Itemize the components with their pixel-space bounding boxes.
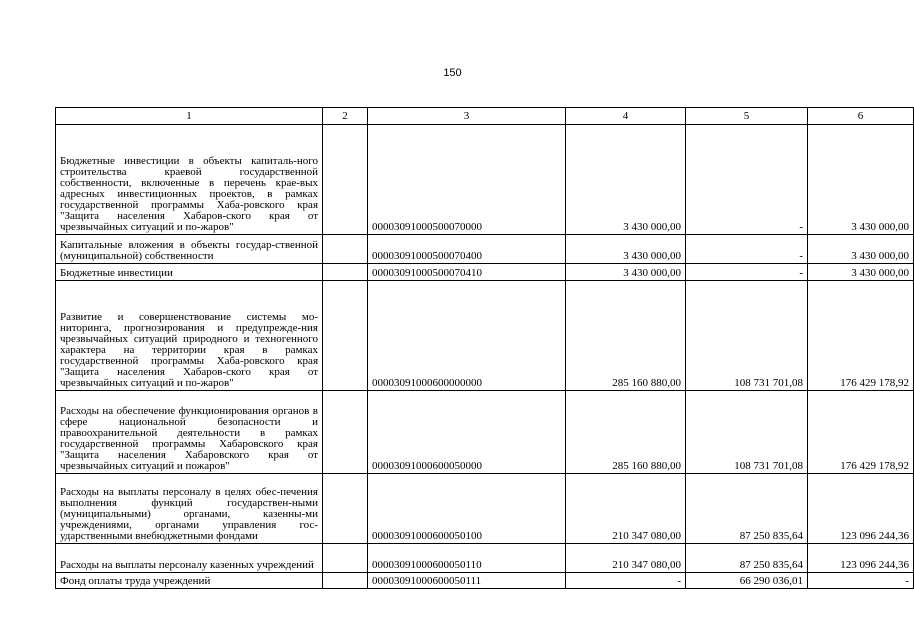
row-col2-cell: [323, 474, 368, 544]
row-code-cell: 00003091000600000000: [368, 281, 566, 391]
table-row: [56, 544, 914, 573]
row-col2-cell: [323, 573, 368, 589]
row-col2-cell: [323, 281, 368, 391]
row-code-cell: 00003091000600050110: [368, 544, 566, 573]
row-code-cell: 00003091000600050100: [368, 474, 566, 544]
page-number: 150: [443, 67, 462, 79]
row-col5-cell: 108 731 701,08: [686, 391, 808, 474]
column-header-6: 6: [808, 108, 914, 125]
row-col2-cell: [323, 125, 368, 235]
row-col5-cell: -: [686, 125, 808, 235]
row-col6-cell: -: [808, 573, 914, 589]
row-name-cell: Бюджетные инвестиции: [56, 264, 323, 281]
row-name-cell: Расходы на выплаты персоналу казенных учреждений: [56, 544, 323, 573]
row-code-cell: 00003091000500070410: [368, 264, 566, 281]
row-name-cell: Развитие и совершенствование системы мо-ниторинга, прогнозирования и предупрежде-ния чрезвычайных ситуаций природного и техногенного характера на территории края в рамках государственной программы Хаба-ровского края "Защита населения Хабаров-ского края от чрезвычайных ситуаций и по-жаров": [56, 281, 323, 391]
table-row: [56, 474, 914, 544]
row-name-cell: Расходы на обеспечение функционирования органов в сфере национальной безопасности и правоохранительной деятельности в рамках государственной программы Хабаровского края "Защита населения Хабаровского края от чрезвычайных ситуаций и пожаров": [56, 391, 323, 474]
row-col4-cell: 210 347 080,00: [566, 544, 686, 573]
row-col4-cell: 210 347 080,00: [566, 474, 686, 544]
row-code-cell: 00003091000600050111: [368, 573, 566, 589]
row-col4-cell: 285 160 880,00: [566, 391, 686, 474]
row-code-cell: 00003091000500070000: [368, 125, 566, 235]
row-col5-cell: 87 250 835,64: [686, 544, 808, 573]
column-header-1: 1: [56, 108, 323, 125]
row-col2-cell: [323, 391, 368, 474]
row-col5-cell: -: [686, 264, 808, 281]
row-name-cell: Капитальные вложения в объекты государ-ственной (муниципальной) собственности: [56, 235, 323, 264]
row-code-cell: 00003091000500070400: [368, 235, 566, 264]
row-col6-cell: 3 430 000,00: [808, 264, 914, 281]
row-col6-cell: 3 430 000,00: [808, 125, 914, 235]
row-col4-cell: -: [566, 573, 686, 589]
row-col5-cell: -: [686, 235, 808, 264]
table-row: [56, 573, 914, 589]
row-col5-cell: 87 250 835,64: [686, 474, 808, 544]
table-row: [56, 235, 914, 264]
row-col4-cell: 3 430 000,00: [566, 235, 686, 264]
row-name-cell: Расходы на выплаты персоналу в целях обес-печения выполнения функций государствен-ными (муниципальными) органами, казенны-ми учреждениями, органами управления гос-ударственными внебюджетными фондами: [56, 474, 323, 544]
table-row: [56, 281, 914, 391]
column-header-5: 5: [686, 108, 808, 125]
row-col5-cell: 66 290 036,01: [686, 573, 808, 589]
row-col6-cell: 123 096 244,36: [808, 474, 914, 544]
table-row: [56, 264, 914, 281]
row-col6-cell: 176 429 178,92: [808, 391, 914, 474]
column-header-4: 4: [566, 108, 686, 125]
row-name-cell: Фонд оплаты труда учреждений: [56, 573, 323, 589]
row-col4-cell: 3 430 000,00: [566, 125, 686, 235]
row-col6-cell: 3 430 000,00: [808, 235, 914, 264]
table-row: [56, 125, 914, 235]
table-row: [56, 391, 914, 474]
row-col5-cell: 108 731 701,08: [686, 281, 808, 391]
row-code-cell: 00003091000600050000: [368, 391, 566, 474]
row-col4-cell: 3 430 000,00: [566, 264, 686, 281]
row-col6-cell: 123 096 244,36: [808, 544, 914, 573]
row-col4-cell: 285 160 880,00: [566, 281, 686, 391]
row-col2-cell: [323, 235, 368, 264]
column-header-3: 3: [368, 108, 566, 125]
row-col2-cell: [323, 544, 368, 573]
row-name-cell: Бюджетные инвестиции в объекты капиталь-ного строительства краевой государственной собственности, включенные в перечень крае-вых адресных инвестиционных проектов, в рамках государственной программы Хаба-ровского края "Защита населения Хабаров-ского края от чрезвычайных ситуаций и по-жаров": [56, 125, 323, 235]
table-header-row: [56, 108, 914, 125]
budget-table: [55, 107, 914, 589]
column-header-2: 2: [323, 108, 368, 125]
row-col6-cell: 176 429 178,92: [808, 281, 914, 391]
row-col2-cell: [323, 264, 368, 281]
